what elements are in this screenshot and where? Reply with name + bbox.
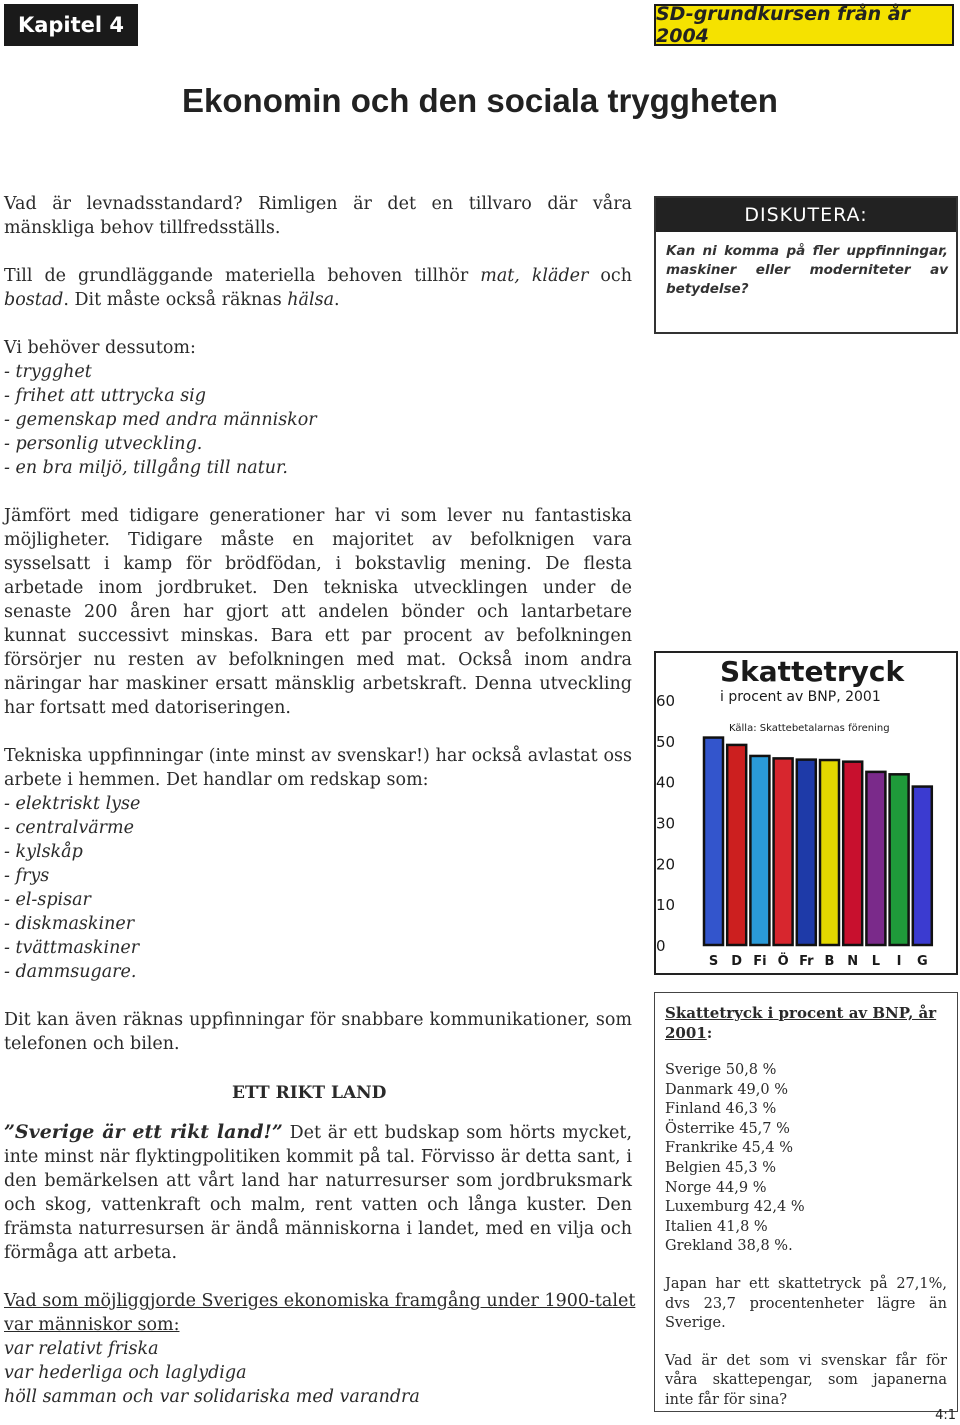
y-tick-label: 20 [656, 855, 676, 874]
x-tick-label: D [731, 954, 743, 969]
needs-item: - en bra miljö, tillgång till natur. [4, 458, 288, 478]
x-tick-label: G [916, 954, 928, 969]
discuss-header: DISKUTERA: [656, 198, 956, 232]
section-heading-rich: ETT RIKT LAND [232, 1083, 387, 1103]
chart-title: Skattetryck [720, 655, 905, 688]
history-paragraph-3: Dit kan även räknas uppfinningar för snabbare kommunikationer, som telefonen och bilen. [4, 1010, 632, 1054]
traits-list [4, 1337, 644, 1409]
success-section [4, 1289, 644, 1409]
stats-item: Grekland 38,8 %. [665, 1238, 793, 1255]
tool-item: - el-spisar [4, 890, 91, 910]
stats-item: Österrike 45,7 % [665, 1120, 790, 1137]
bar-L [866, 772, 885, 945]
tool-item: - elektriskt lyse [4, 794, 141, 814]
rich-paragraph: ”Sverige är ett rikt land!” Det är ett budskap som hörts mycket, inte minst när flyktingpolitiken kommit på tal. Förvisso är detta sant, i den bemärkelsen att vårt land har naturresurser som jordbruksmark och skog, vattenkraft och malm, rent vatten och långa kuster. Den främsta naturresursen är ändå människorna i landet, med en vilja och förmåga att arbeta. [4, 1121, 633, 1263]
stats-heading: Skattetryck i procent av BNP, år 2001: [665, 1004, 937, 1042]
needs-item: - personlig utveckling. [4, 434, 203, 454]
y-tick-label: 10 [656, 896, 676, 915]
y-tick-label: 50 [656, 732, 676, 751]
tool-item: - centralvärme [4, 818, 134, 838]
history-paragraph-1: Jämfört med tidigare generationer har vi som lever nu fantastiska möjligheter. Tidigare måste en majoritet av befolknigen vara sysselsatt i kamp för brödfödan, i bokstavlig mening. De flesta arbetade inom jordbruket. Den tekniska utvecklingen under de senaste 200 åren har gjort att andelen bönder och lantarbetare kunnat successivt minskas. Bara ett par procent av befolkningen försörjer nu resten av befolkningen med mat. Också inom andra näringar har maskiner ersatt mänsklig arbetskraft. Denna utveckling har fortsatt med datoriseringen. [4, 506, 632, 718]
x-tick-label: S [708, 954, 719, 969]
history-section [4, 504, 632, 1056]
stats-item: Frankrike 45,4 % [665, 1140, 793, 1157]
needs-item: - frihet att uttrycka sig [4, 386, 206, 406]
tools-list [4, 792, 632, 984]
needs-item: - gemenskap med andra människor [4, 410, 317, 430]
tool-item: - kylskåp [4, 842, 83, 862]
bar-Ö [774, 758, 793, 945]
stats-box [654, 992, 958, 1412]
bar-N [843, 762, 862, 945]
x-tick-label: N [847, 954, 859, 969]
intro-section [4, 192, 632, 480]
needs-item: - trygghet [4, 362, 92, 382]
bar-B [820, 760, 839, 945]
stats-list [665, 1061, 947, 1257]
x-tick-label: L [871, 954, 881, 969]
intro-paragraph-1: Vad är levnadsstandard? Rimligen är det en tillvaro där våra mänskliga behov tillfredsställs. [4, 194, 632, 238]
y-tick-label: 30 [656, 814, 676, 833]
bar-Fi [750, 756, 769, 945]
needs-list [4, 360, 632, 480]
trait-item: höll samman och var solidariska med varandra [4, 1387, 420, 1407]
chart-source: Källa: Skattebetalarnas förening [729, 723, 890, 734]
bar-G [913, 787, 932, 945]
bar-Fr [797, 760, 816, 945]
stats-item: Luxemburg 42,4 % [665, 1199, 805, 1216]
course-badge: SD-grundkursen från år 2004 [654, 4, 954, 46]
needs-intro: Vi behöver dessutom: [4, 338, 196, 358]
tax-chart-svg [656, 653, 956, 973]
tool-item: - frys [4, 866, 50, 886]
rich-section [4, 1120, 632, 1265]
x-tick-label: B [824, 954, 835, 969]
stats-question: Vad är det som vi svenskar får för våra skattepengar, som japanerna inte får för sina? [665, 1352, 947, 1408]
y-tick-label: 0 [656, 937, 666, 955]
x-tick-label: I [896, 954, 902, 969]
history-paragraph-2: Tekniska uppfinningar (inte minst av svenskar!) har också avlastat oss arbete i hemmen. Det handlar om redskap som: [4, 746, 632, 790]
intro-paragraph-2: Till de grundläggande materiella behoven tillhör mat, kläder och bostad. Dit måste också räknas hälsa. [4, 266, 633, 310]
trait-item: var hederliga och laglydiga [4, 1363, 247, 1383]
tool-item: - dammsugare. [4, 962, 137, 982]
bar-D [727, 745, 746, 945]
y-tick-label: 60 [656, 692, 676, 710]
success-intro: Vad som möjliggjorde Sveriges ekonomiska framgång under 1900-talet var människor som: [4, 1291, 636, 1335]
x-tick-label: Fr [799, 954, 814, 969]
page-title: Ekonomin och den sociala tryggheten [182, 82, 778, 119]
stats-item: Sverige 50,8 % [665, 1062, 777, 1078]
stats-item: Belgien 45,3 % [665, 1159, 776, 1176]
stats-item: Norge 44,9 % [665, 1179, 767, 1196]
tool-item: - tvättmaskiner [4, 938, 140, 958]
bar-S [704, 738, 723, 945]
trait-item: var relativt friska [4, 1339, 159, 1359]
discuss-question: Kan ni komma på fler uppfinningar, maskiner eller moderniteter av betydelse? [666, 243, 948, 297]
y-tick-label: 40 [656, 773, 676, 792]
chapter-badge: Kapitel 4 [4, 4, 138, 46]
tool-item: - diskmaskiner [4, 914, 135, 934]
x-tick-label: Ö [777, 954, 789, 969]
x-tick-label: Fi [753, 954, 767, 969]
stats-item: Finland 46,3 % [665, 1101, 777, 1118]
bar-I [890, 774, 909, 945]
chart-subtitle: i procent av BNP, 2001 [720, 689, 881, 705]
tax-chart [654, 651, 958, 975]
discuss-box [654, 196, 958, 334]
stats-item: Danmark 49,0 % [665, 1081, 789, 1098]
stats-japan: Japan har ett skattetryck på 27,1%, dvs 23,7 procentenheter lägre än Sverige. [665, 1275, 947, 1332]
page-number: 4:1 [935, 1408, 956, 1423]
stats-item: Italien 41,8 % [665, 1218, 768, 1235]
